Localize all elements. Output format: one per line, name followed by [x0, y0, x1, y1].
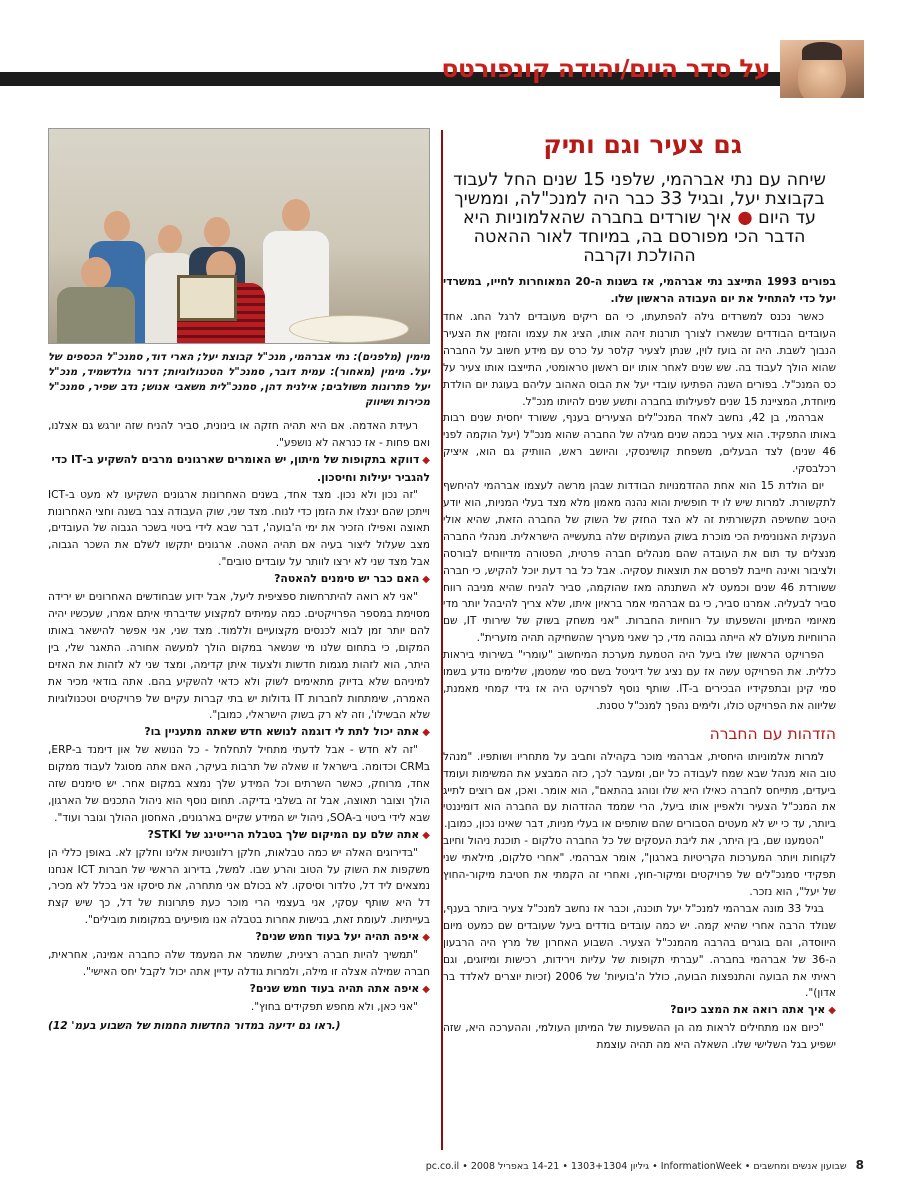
column-title: על סדר היום/יהודה קונפורטס — [441, 54, 770, 83]
body-paragraph: בגיל 33 מונה אברהמי למנכ"ל יעל תוכנה, וכבר אז נחשב למנכ"ל צעיר ביותר בענף, שנולד הרבה אחרי שהיא קמה. יש כמה עובדים בודדים ביעל שעובדים שם כמעט מיום היווסדה, והם בוגרים בהרבה מהמנכ"ל הצעיר. השבוע האחרון של מרץ היה הרבעון ה-36 של אברהמי בחברה. "עברתי תקופות של עליות וירידות, רכישות ומיזוגים, וגם ראיתי את הבועה והתנפצות הבועה, כולל ה'בועיות' של 2006 (זכיות יוצרים לאלדד בר אדון)". — [443, 902, 836, 1000]
body-paragraph: "זה לא חדש - אבל לדעתי מתחיל לתחלחל - כל הנושא של און דימנד ב-ERP, בCRM וכדומה. בישראל זו שאלה של תרבות בעיקר, האם אתה מסוגל לעבוד ממקום אחד, מרוחק, כאשר השרתים וכל המידע שלך נמצא במקום אחר. יש סימנים שזה הולך וצובר תאוצה, אבל זה בשלבי בדיקה. תחום נוסף הוא ניהול התכנים של הארגון, שבא לידי ביטוי ב-SOA, ניהול יש המידע שקיים בארגונים, האחסון ההולך וגובר ועוד". — [48, 744, 430, 824]
body-paragraph: "כיום אנו מתחילים לראות מה הן ההשפעות של המיתון העולמי, וההערכה היא, שזה ישפיע בגל השלישי שלו. השאלה היא מה תהיה עוצמת — [443, 1022, 836, 1052]
subhead-part-a: שיחה עם נתי אברהמי, שלפני 15 שנים החל לעבוד בקבוצת יעל, ובגיל 33 כבר היה למנכ"לה, וממשיך עד היום — [453, 170, 826, 228]
body-paragraph: "זה נכון ולא נכון. מצד אחד, בשנים האחרונות ארגונים השקיעו לא מעט ב-ICT וייתכן שהם ינצלו את הזמן כדי לנוח. מצד שני, שוק העבודה צבר בשנה וחצי האחרונות תאוצה ואפילו הזכיר את ימי ה'בועה', דבר שבא לידי ביטוי בשכר הגבוה של העובדים, מצב שעלול ליצור בעיה אם תהיה האטה. ארגונים יתקשו לשלם את השכר הגבוה, אבל מצד שני לא ירצו לוותר על עובדים טובים". — [48, 488, 430, 569]
question — [48, 724, 430, 742]
diamond-icon: ◆ — [422, 574, 430, 586]
body-paragraph: "אני לא רואה להיתרחשות ספציפית ליעל, אבל ידוע שבחודשים האחרונים יש ירידה מסוימת במספר הפרויקטים. כמה עמיתים למקצוע שדיברתי איתם אמרו, שעכשיו יהיה להם יותר זמן לבוא לכנסים מקצועיים וללמוד. מצד שני, אני אפשר להישאר באותו המקום, כי בתחום שלנו מי שנשאר במקום הולך למעשה אחורה. התאגר שלי, בין היתר, הוא לזהות מגמות חדשות ולצעוד איתן קדימה, ומצד שני לא לזהות את האזים למיניהם שלא בדיוק מתאימים לשוק ולא כדאי להשקיע בהם. אתה בודאי מכיר את האמרה, שימתחות לחברות IT גדולות יש בתי קברות עקיים של פרויקטים וטכנולוגיות שלא הבשילו', וזה לא רק בשוק הישראלי, כמובן". — [48, 591, 430, 722]
person-head — [204, 217, 230, 247]
lead-paragraph: בפורים 1993 התייצב נתי אברהמי, אז בשנות ה-20 המאוחרות לחייו, במשרדי יעל כדי להתחיל את יום העבודה הראשון שלו. — [443, 275, 836, 305]
diamond-icon: ◆ — [422, 932, 430, 944]
question-text: דווקא בתקופות של מיתון, יש האומרים שארגונים מרבים להשקיע ב-IT כדי להגביר יעילות וחיסכון. — [51, 452, 430, 484]
person-body — [57, 287, 135, 343]
body-paragraph: למרות אלמוניותו היחסית, אברהמי מוכר בקהילה וחביב על מתחריו ושותפיו. "מנהל טוב הוא מנהל שבא שמח לעבודה כל יום, ומעבר לכך, כזה המבצע את המשימות ועומד ביעדים, מתייחס לחברה כאילו היא שלו ונוהג בהתאם", הוא אומר. ואכן, אם רוצים לתייג את המנכ"ל הצעיר ולאפיין אותו ביעל, הרי שממד ההזדהות עם החברה הוא דומיננטי ביותר, עד כי יש לא מעטים הסבורים שהם שותפים או בעלי מניות, דבר שאינו נכון, כמובן. — [443, 750, 836, 831]
question-text: אתה יכול לתת לי דוגמה לנושא חדש שאתה מתעניין בו? — [144, 725, 420, 739]
article-subhead — [443, 171, 836, 274]
cake — [289, 315, 409, 343]
diamond-icon: ◆ — [422, 727, 430, 739]
question-text: איפה תהיה יעל בעוד חמש שנים? — [255, 930, 420, 944]
body-paragraph: "הטמענו שם, בין היתר, את ליבת העסקים של כל החברה טלקום - תוכנת ניהול וחיוב לקוחות ויותר המערכות הקריטיות בארגון", אומר אברהמי. "אחרי סלקום, מילאתי שני תפקידי סמנכ"לים של פרויקטים ומיקור-חוץ, ואחרי זה הקמתי את חטיבת מיקור-החוץ של יעל", הוא נזכר. — [443, 835, 836, 898]
end-note: (ראו גם ידיעה במדור החדשות החמות של השבוע בעמ' 12.) — [48, 1019, 341, 1032]
diamond-icon: ◆ — [422, 454, 430, 466]
question-text: האם כבר יש סימנים להאטה? — [274, 572, 420, 586]
author-hair — [802, 42, 842, 60]
team-photo — [48, 128, 430, 344]
question — [48, 827, 430, 845]
question — [48, 981, 430, 999]
body-paragraph: אברהמי, בן 42, נחשב לאחד המנכ"לים הצעירים בענף, ששורד יחסית שנים רבות באותו התפקיד. הוא צעיר בכמה שנים מגילה של החברה שהוא מנכ"ל (יעל הוקמה לפני 46 שנים) לצד הבעלים, משפחת קושינסקי, והיושב ראש, הוותיק גם הוא, איציק רכלבסקי. — [443, 412, 836, 476]
article-headline: גם צעיר וגם ותיק — [543, 130, 742, 159]
page-number: 8 — [855, 1158, 864, 1172]
body-paragraph: יום הולדת 15 הוא אחת ההזדמנויות הבודדות שבהן מרשה לעצמו אברהמי להיחשף לתקשורת. למרות שיש לו יד חופשית והוא נהנה מאמון מלא מצד בעלי המניות, הוא יודע היטב שחשיפה תקשורתית זה לא הצד החזק של השוק של החברה הזאת, שהיא אולי הענקית האנונימית הכי מוכרת בשוק העמוקים שלה בתעשייה הישראלית. מנהלי החברה מנצלים עד תום את העובדה שהם מנהלים חברה פרטית, הפטורה מדיווחים לבורסה ולציבור ואינה חייבת לפרסם את תוצאות עסקיה. אבל כל בר דעת יוכל להקיש, כי חברה ששורדת 46 שנים וכמעט לא השתנתה מאז שהוקמה, סביר להניח שהיא מניבה רווח סביר לבעליה. אמרנו סביר, כי גם אברהמי אמר בראיון איתו, שלא צריך להיבהל יותר מדי מאיומי המיתון והשפעתו על רווחיות החברות. "אני משחק בשוק של שירותי IT, שם הרווחיות מעולם לא הייתה גבוהה מדי, כך שאני מעריך שהשחיקה תהיה מזערית". — [443, 480, 836, 645]
page-header — [0, 40, 900, 96]
footer-text: שבועון אנשים ומחשבים • InformationWeek • גיליון 1303+1304 • 14-21 באפריל 2008 • pc.co.il — [425, 1161, 847, 1172]
body-paragraph: "בדירוגים האלה יש כמה טבלאות, חלקן רלוונטיות אלינו וחלקן לא. באופן כללי הן משקפות את השוק על הטוב והרע שבו. למשל, בדירוג הראשי של חברות ICT אנחנו נמצאים ליד דל, טלדור וסיסקו. לא בכולם אני מתחרה, את סיסקו אני בכלל לא מכיר, דל היא שותף עסקי, אני בעצמי הרי מוכר כעת פתרונות של דל, כך שיש קצת בעייתיות. לעומת זאת, בנישות אחרות בטבלה אנו מופיעים במקומות מובילים". — [48, 846, 430, 927]
body-paragraph: הפרויקט הראשון שלו ביעל היה הטמעת מערכת המיחשוב "עומרי" בשירותי ביראות כללית. את הפרויקט עשה אז עם נציג של דיגיטל בשם סמי שמטמן, שלימים נודע בשמו סמי קינן ובתפקידיו הבכירים ב-IT. שותף נוסף לפרויקט היה אז גידי קמחי מאמנת, שליווה את הפרויקט כולו, ולימים נהפך למנכ"ל טסנת. — [443, 649, 837, 712]
body-paragraph: כאשר נכנס למשרדים גילה להפתעתו, כי הם ריקים מעובדים לרגל החג. אחד העובדים הבודדים שנשארו לצורך תורנות זיהה אותו, הציג את עצמו והזמין את הצעיר הנבוך לשבת. היה זה בועז לוין, שנתן לצעיר קלסר על כרס עם מידע חשוב על החברה שהוא הולך לעבוד בה. שש שנים לאחר אותו יום ראשון טראומטי, התייצבו אותו צעיר על כס המנכ"ל. בפורים השנה הפתיעו עובדי יעל את הבוס האהוב עליהם בעוגת יום הולדת מיוחדת, המציינת 15 שנים לפעילותו בחברה ותשע שנים להיותו מנכ"ל. — [443, 311, 836, 408]
question — [48, 571, 430, 589]
diamond-icon: ◆ — [422, 983, 430, 995]
body-paragraph: "תמשיך להיות חברה רצינית, שתשמר את המעמד שלה כחברה אמינה, אחראית, חברה שמילה אצלה זו מילה, ולמרות גודלה עדיין אתה יכול לקבל יחס האישי". — [48, 949, 430, 978]
person-head — [158, 225, 182, 253]
award-frame — [177, 275, 237, 321]
body-paragraph: "אני כאן, ולא מחפש תפקידים בחוץ". — [250, 1000, 418, 1013]
question-text: איפה אתה תהיה בעוד חמש שנים? — [249, 981, 420, 995]
author-photo — [780, 40, 864, 98]
body-paragraph: רעידת האדמה. אם היא תהיה חזקה או בינונית, סביר להניח שזה יורגש גם אצלנו, ואם פחות - אז כנראה לא נושפע". — [48, 420, 430, 449]
question — [443, 1002, 836, 1020]
diamond-icon: ◆ — [422, 829, 430, 841]
page-footer — [36, 1158, 864, 1172]
subhead-part-b: איך שורדים בחברה שהאלמוניות היא הדבר הכי מפורסם בה, במיוחד לאור ההאטה ההולכת וקרבה — [463, 208, 806, 266]
question-text: אתה שלם עם המיקום שלך בטבלת הרייטינג של STKI? — [147, 827, 420, 841]
bullet-icon: ● — [731, 208, 753, 228]
person-figure — [57, 257, 135, 343]
photo-caption: מימין (מלפנים): נתי אברהמי, מנכ"ל קבוצת יעל; הארי דוד, סמנכ"ל הכספים של יעל. מימין (מאחור): עמית דובר, סמנכ"ל הטכנולוגיות; דרור גולדשמיד, מנכ"ל יעל פתרונות משולבים; אילנית דהן, סמנכ"לית משאבי אנוש; נדב שפיר, סמנכ"ל מכירות ושיווק — [48, 352, 430, 408]
right-column — [443, 128, 836, 1054]
section-heading: הזדהות עם החברה — [709, 724, 836, 743]
left-column — [48, 128, 430, 1032]
person-head — [282, 199, 310, 231]
question — [48, 929, 430, 947]
question-text: איך אתה רואה את המצב כיום? — [670, 1003, 826, 1017]
person-head — [81, 257, 111, 289]
diamond-icon: ◆ — [828, 1005, 836, 1017]
person-head — [104, 211, 130, 241]
question — [48, 452, 430, 487]
